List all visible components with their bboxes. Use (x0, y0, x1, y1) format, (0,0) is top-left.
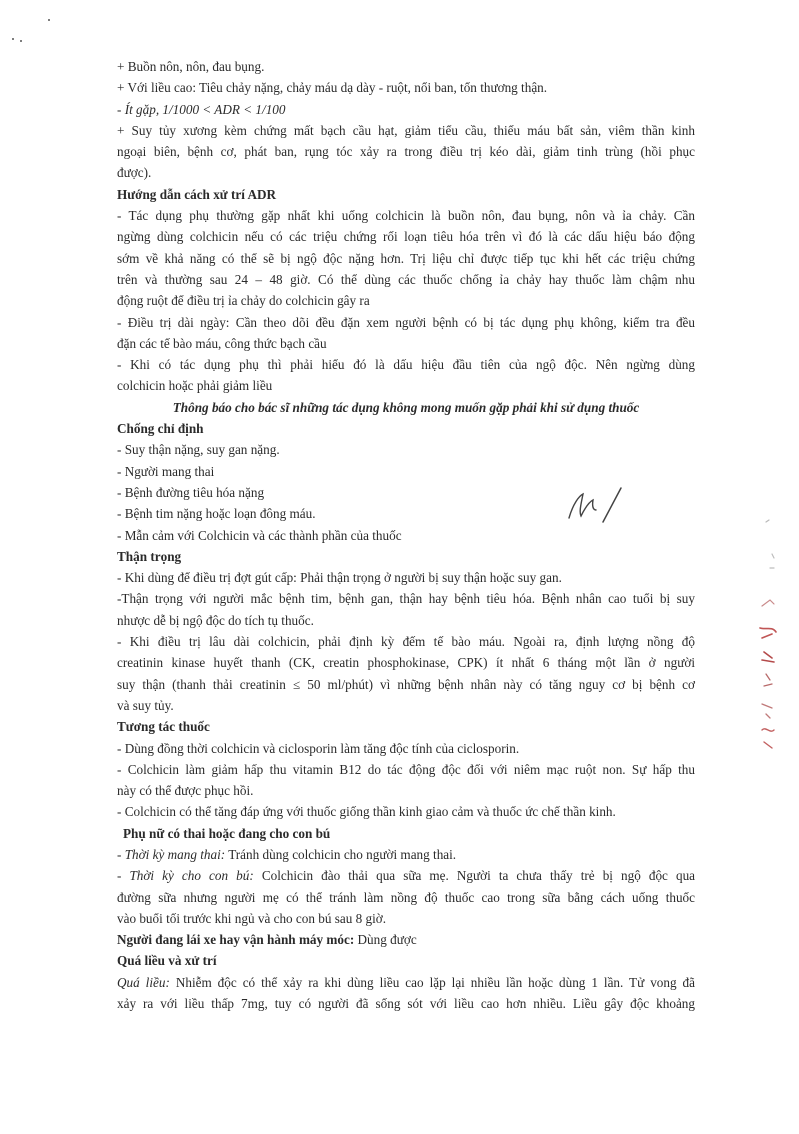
text-line: được). (117, 165, 152, 181)
text-line (117, 865, 695, 886)
text-line: colchicin hoặc phải giảm liều (117, 378, 273, 394)
text-line (117, 972, 695, 993)
text-line: - Bệnh tim nặng hoặc loạn đông máu. (117, 506, 316, 522)
section-heading: Quá liều và xử trí (117, 953, 217, 969)
text-line: - Bệnh đường tiêu hóa nặng (117, 484, 265, 500)
text-line: -Thận trọng với người mắc bệnh tim, bệnh gan, thận hay bệnh tiêu hóa. Bệnh nhân cao tuổi bị suy (117, 591, 695, 607)
scan-speck (48, 19, 50, 21)
text-line: - Ít gặp, 1/1000 < ADR < 1/100 (117, 101, 286, 117)
text-line: - Colchicin làm giảm hấp thu vitamin B12 do tác động độc đối với niêm mạc ruột non. Sự hấp thu (117, 761, 695, 777)
text-line: - Khi có tác dụng phụ thì phải hiểu đó là dấu hiệu đầu tiên của ngộ độc. Nên ngừng dùng (117, 357, 695, 373)
text-run: Dùng được (357, 932, 417, 948)
scan-speck (12, 38, 14, 40)
text-lead: Quá liều: (117, 974, 170, 990)
text-line: này có thể được phục hồi. (117, 783, 254, 799)
section-heading: Tương tác thuốc (117, 719, 210, 735)
text-line: vào buổi tối trước khi ngủ và cho con bú sau 8 giờ. (117, 910, 387, 926)
text-line: - Colchicin có thể tăng đáp ứng với thuốc giống thần kinh giao cảm và thuốc ức chế thần kinh. (117, 804, 616, 820)
text-line: và suy tủy. (117, 697, 174, 713)
text-line: - Suy thận nặng, suy gan nặng. (117, 442, 280, 458)
notice-line: Thông báo cho bác sĩ những tác dụng không mong muốn gặp phải khi sử dụng thuốc (172, 399, 640, 415)
text-line: - Mẫn cảm với Colchicin và các thành phần của thuốc (117, 527, 402, 543)
text-run: Nhiễm độc có thể xảy ra khi dùng liều cao lặp lại nhiều lần hoặc dùng 1 lần. Tử vong đã (175, 974, 695, 990)
text-line: - Điều trị dài ngày: Cần theo dõi đều đặn xem người bệnh có bị tác dụng phụ không, kiểm tra đều (117, 314, 695, 330)
text-line: động ruột để điều trị ỉa chảy do colchicin gây ra (117, 293, 370, 309)
section-heading: Hướng dẫn cách xử trí ADR (117, 186, 277, 202)
text-line: suy thận (thanh thải creatinin ≤ 50 ml/phút) vì những bệnh nhân này có tăng nguy cơ bị bệnh cơ (117, 676, 695, 692)
text-line: đường sữa nhưng người mẹ có thể tránh làm nồng độ thuốc cao trong sữa bằng cách uống thuốc (117, 889, 695, 905)
text-line (117, 844, 695, 865)
text-line: trên và thường sau 24 – 48 giờ. Có thể dùng các thuốc chống ỉa chảy hay thuốc làm chậm nhu (117, 271, 695, 287)
text-line: - Khi dùng để điều trị đợt gút cấp: Phải thận trọng ở người bị suy thận hoặc suy gan. (117, 570, 562, 586)
text-line: ngoại biên, bệnh cơ, phát ban, rụng tóc xảy ra trong điều trị kéo dài, giảm tinh trùng (hồi phục (117, 144, 695, 160)
document-body (117, 56, 695, 1014)
text-line (117, 929, 695, 950)
text-line: + Buồn nôn, nôn, đau bụng. (117, 59, 265, 74)
text-line: đặn các tế bào máu, công thức bạch cầu (117, 335, 327, 351)
text-line: ngừng dùng colchicin nếu có các triệu chứng rối loạn tiêu hóa trên vì đó là các dấu hiệu báo động (117, 229, 695, 245)
section-heading: Phụ nữ có thai hoặc đang cho con bú (123, 825, 331, 841)
text-lead: Người đang lái xe hay vận hành máy móc: (117, 932, 355, 948)
text-line: + Suy tủy xương kèm chứng mất bạch cầu hạt, giảm tiểu cầu, thiếu máu bất sản, viêm thần kinh (117, 122, 695, 138)
seal-bleed-mark (752, 510, 782, 760)
text-line: - Người mang thai (117, 463, 215, 479)
text-line: - Dùng đồng thời colchicin và ciclosporin làm tăng độc tính của ciclosporin. (117, 740, 520, 756)
text-run: Tránh dùng colchicin cho người mang thai. (228, 846, 457, 862)
text-line: creatinin kinase huyết thanh (CK, creatin phosphokinase, CPK) ít nhất 6 tháng một lần ở người (117, 655, 695, 671)
section-heading: Chống chỉ định (117, 421, 204, 437)
section-heading: Thận trọng (117, 548, 182, 564)
text-lead: - Thời kỳ mang thai: (117, 846, 226, 862)
text-line: xảy ra với liều thấp 7mg, tuy có người đã sống sót với liều cao hơn nhiều. Liều gây độc khoảng (117, 996, 695, 1012)
text-line: nhược dễ bị ngộ độc do tích tụ thuốc. (117, 612, 314, 628)
scan-speck (20, 40, 22, 42)
text-line: - Khi điều trị lâu dài colchicin, phải định kỳ đếm tế bào máu. Ngoài ra, định lượng nồng độ (117, 634, 695, 650)
text-line: + Với liều cao: Tiêu chảy nặng, chảy máu dạ dày - ruột, nổi ban, tổn thương thận. (117, 80, 548, 96)
text-line: - Tác dụng phụ thường gặp nhất khi uống colchicin là buồn nôn, đau bụng, nôn và ỉa chảy. Cần (117, 208, 695, 224)
text-line: sớm về khả năng có thể sẽ bị ngộ độc nặng hơn. Trị liệu chỉ được tiếp tục khi hết các triệu chứng (117, 250, 695, 266)
text-run: Colchicin đào thải qua sữa mẹ. Người ta chưa thấy trẻ bị ngộ độc qua (261, 868, 696, 884)
text-lead: - Thời kỳ cho con bú: (117, 868, 254, 884)
